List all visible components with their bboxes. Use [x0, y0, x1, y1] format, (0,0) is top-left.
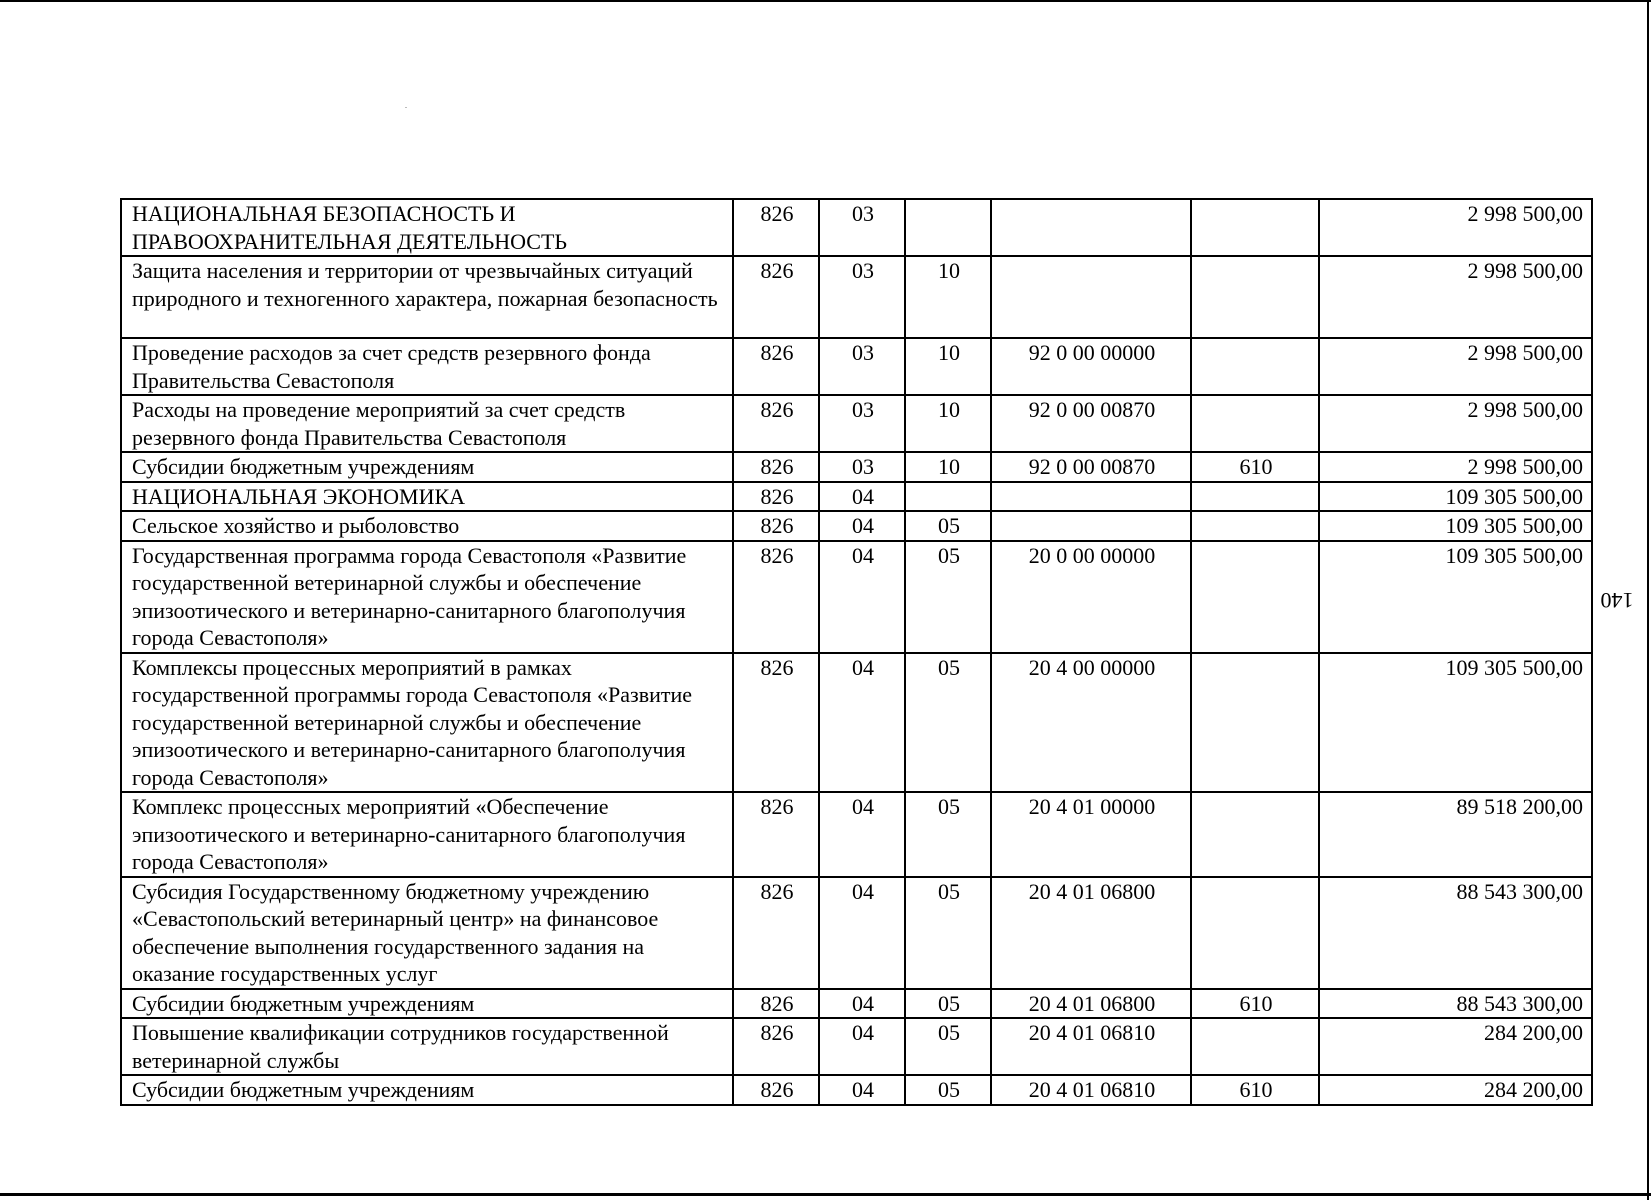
row-amount-cell: 2 998 500,00	[1319, 199, 1592, 256]
budget-table-body	[121, 199, 1592, 1105]
row-expense-type-cell	[1191, 511, 1319, 541]
row-subsection-cell: 10	[905, 452, 991, 482]
row-grbs-cell: 826	[733, 1075, 819, 1105]
row-amount-cell: 89 518 200,00	[1319, 792, 1592, 877]
table-row	[121, 1075, 1592, 1105]
table-row	[121, 792, 1592, 877]
row-expense-type-cell	[1191, 1018, 1319, 1075]
row-target-article-cell: 20 4 01 06810	[991, 1075, 1191, 1105]
row-section-cell: 04	[819, 989, 905, 1019]
row-expense-type-cell	[1191, 256, 1319, 338]
row-amount-cell: 109 305 500,00	[1319, 653, 1592, 793]
row-target-article-cell: 92 0 00 00000	[991, 338, 1191, 395]
row-expense-type-cell: 610	[1191, 452, 1319, 482]
scan-edge-right	[1647, 0, 1649, 1200]
table-row	[121, 653, 1592, 793]
row-subsection-cell: 05	[905, 1018, 991, 1075]
row-name-cell: Комплекс процессных мероприятий «Обеспечение эпизоотического и ветеринарно-санитарного благополучия города Севастополя»	[121, 792, 733, 877]
row-subsection-cell: 05	[905, 877, 991, 989]
row-target-article-cell: 20 4 01 06810	[991, 1018, 1191, 1075]
row-name-cell: НАЦИОНАЛЬНАЯ ЭКОНОМИКА	[121, 482, 733, 512]
row-subsection-cell: 10	[905, 395, 991, 452]
row-grbs-cell: 826	[733, 482, 819, 512]
row-section-cell: 03	[819, 338, 905, 395]
row-name-cell: Расходы на проведение мероприятий за счет средств резервного фонда Правительства Севастополя	[121, 395, 733, 452]
row-section-cell: 04	[819, 482, 905, 512]
row-section-cell: 03	[819, 199, 905, 256]
row-amount-cell: 284 200,00	[1319, 1018, 1592, 1075]
row-target-article-cell	[991, 511, 1191, 541]
row-section-cell: 03	[819, 395, 905, 452]
row-name-cell: Сельское хозяйство и рыболовство	[121, 511, 733, 541]
row-name-cell: Комплексы процессных мероприятий в рамках государственной программы города Севастополя «Развитие государственной ветеринарной службы и обеспечение эпизоотического и ветеринарно-санитарного благополучия города Севастополя»	[121, 653, 733, 793]
row-expense-type-cell	[1191, 792, 1319, 877]
row-name-cell: Субсидии бюджетным учреждениям	[121, 452, 733, 482]
row-amount-cell: 88 543 300,00	[1319, 989, 1592, 1019]
row-grbs-cell: 826	[733, 989, 819, 1019]
row-target-article-cell: 20 4 00 00000	[991, 653, 1191, 793]
row-amount-cell: 2 998 500,00	[1319, 395, 1592, 452]
row-expense-type-cell	[1191, 541, 1319, 653]
row-subsection-cell: 10	[905, 338, 991, 395]
row-expense-type-cell	[1191, 199, 1319, 256]
table-row	[121, 452, 1592, 482]
row-subsection-cell	[905, 199, 991, 256]
budget-table	[120, 198, 1593, 1106]
row-target-article-cell: 20 4 01 06800	[991, 877, 1191, 989]
row-section-cell: 04	[819, 1018, 905, 1075]
row-grbs-cell: 826	[733, 653, 819, 793]
row-subsection-cell: 05	[905, 1075, 991, 1105]
row-section-cell: 04	[819, 877, 905, 989]
row-target-article-cell	[991, 199, 1191, 256]
table-row	[121, 256, 1592, 338]
scan-speck	[405, 107, 407, 108]
row-name-cell: Защита населения и территории от чрезвычайных ситуаций природного и техногенного характера, пожарная безопасность	[121, 256, 733, 338]
row-name-cell: НАЦИОНАЛЬНАЯ БЕЗОПАСНОСТЬ И ПРАВООХРАНИТЕЛЬНАЯ ДЕЯТЕЛЬНОСТЬ	[121, 199, 733, 256]
row-grbs-cell: 826	[733, 792, 819, 877]
row-target-article-cell: 92 0 00 00870	[991, 395, 1191, 452]
row-target-article-cell: 20 0 00 00000	[991, 541, 1191, 653]
table-row	[121, 1018, 1592, 1075]
row-subsection-cell: 10	[905, 256, 991, 338]
row-name-cell: Государственная программа города Севастополя «Развитие государственной ветеринарной службы и обеспечение эпизоотического и ветеринарно-санитарного благополучия города Севастополя»	[121, 541, 733, 653]
row-name-cell: Проведение расходов за счет средств резервного фонда Правительства Севастополя	[121, 338, 733, 395]
row-grbs-cell: 826	[733, 511, 819, 541]
table-row	[121, 199, 1592, 256]
table-row	[121, 511, 1592, 541]
row-section-cell: 03	[819, 452, 905, 482]
row-amount-cell: 2 998 500,00	[1319, 256, 1592, 338]
row-target-article-cell: 20 4 01 06800	[991, 989, 1191, 1019]
row-subsection-cell: 05	[905, 792, 991, 877]
row-amount-cell: 284 200,00	[1319, 1075, 1592, 1105]
row-expense-type-cell	[1191, 653, 1319, 793]
row-section-cell: 04	[819, 653, 905, 793]
row-expense-type-cell: 610	[1191, 989, 1319, 1019]
row-grbs-cell: 826	[733, 541, 819, 653]
row-section-cell: 04	[819, 541, 905, 653]
row-subsection-cell: 05	[905, 541, 991, 653]
scan-edge-top	[0, 0, 1651, 2]
scan-edge-bottom	[0, 1193, 1651, 1196]
row-expense-type-cell	[1191, 338, 1319, 395]
row-amount-cell: 109 305 500,00	[1319, 482, 1592, 512]
row-expense-type-cell	[1191, 395, 1319, 452]
row-target-article-cell: 20 4 01 00000	[991, 792, 1191, 877]
row-amount-cell: 88 543 300,00	[1319, 877, 1592, 989]
row-name-cell: Субсидия Государственному бюджетному учреждению «Севастопольский ветеринарный центр» на финансовое обеспечение выполнения государственного задания на оказание государственных услуг	[121, 877, 733, 989]
row-target-article-cell: 92 0 00 00870	[991, 452, 1191, 482]
row-subsection-cell: 05	[905, 511, 991, 541]
table-row	[121, 395, 1592, 452]
row-amount-cell: 109 305 500,00	[1319, 511, 1592, 541]
row-section-cell: 04	[819, 1075, 905, 1105]
row-target-article-cell	[991, 482, 1191, 512]
page-number: 140	[1600, 588, 1634, 613]
row-grbs-cell: 826	[733, 877, 819, 989]
row-grbs-cell: 826	[733, 256, 819, 338]
table-row	[121, 482, 1592, 512]
row-grbs-cell: 826	[733, 199, 819, 256]
row-expense-type-cell	[1191, 482, 1319, 512]
row-target-article-cell	[991, 256, 1191, 338]
table-row	[121, 877, 1592, 989]
row-name-cell: Субсидии бюджетным учреждениям	[121, 1075, 733, 1105]
row-section-cell: 03	[819, 256, 905, 338]
row-section-cell: 04	[819, 511, 905, 541]
row-name-cell: Повышение квалификации сотрудников государственной ветеринарной службы	[121, 1018, 733, 1075]
table-row	[121, 989, 1592, 1019]
row-amount-cell: 2 998 500,00	[1319, 452, 1592, 482]
row-grbs-cell: 826	[733, 395, 819, 452]
row-grbs-cell: 826	[733, 452, 819, 482]
row-expense-type-cell: 610	[1191, 1075, 1319, 1105]
row-amount-cell: 2 998 500,00	[1319, 338, 1592, 395]
row-expense-type-cell	[1191, 877, 1319, 989]
row-subsection-cell	[905, 482, 991, 512]
row-name-cell: Субсидии бюджетным учреждениям	[121, 989, 733, 1019]
row-grbs-cell: 826	[733, 1018, 819, 1075]
row-amount-cell: 109 305 500,00	[1319, 541, 1592, 653]
row-grbs-cell: 826	[733, 338, 819, 395]
table-row	[121, 541, 1592, 653]
row-subsection-cell: 05	[905, 989, 991, 1019]
row-subsection-cell: 05	[905, 653, 991, 793]
row-section-cell: 04	[819, 792, 905, 877]
table-row	[121, 338, 1592, 395]
